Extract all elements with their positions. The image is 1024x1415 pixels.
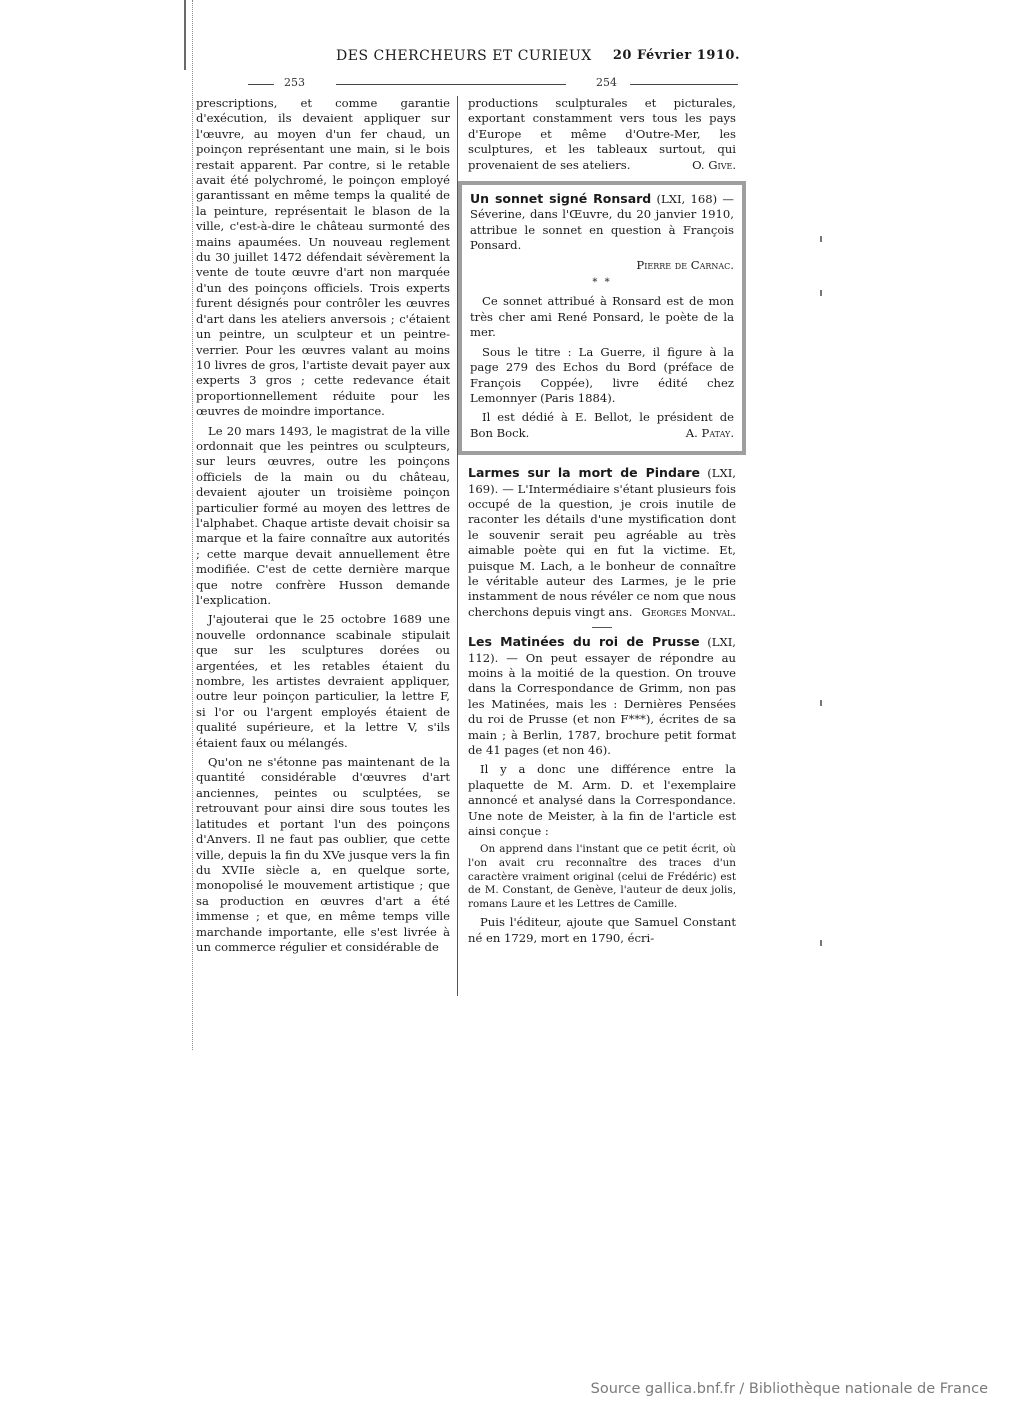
paragraph: J'ajouterai que le 25 octobre 1689 une nouvelle ordonnance scabinale stipulait que sur les sculptures dorées ou argentées, et les retables étaient du nombre, les artistes devraient appliquer, outre leur poinçon particulier, la lettre F, si l'or ou l'argent employés étaient de qualité supérieure, et la lettre V, s'ils étaient faux ou mélangés. — [196, 612, 450, 750]
margin-mark — [820, 940, 822, 946]
margin-mark — [820, 290, 822, 296]
entry-heading: Un sonnet signé Ronsard — [470, 191, 652, 207]
highlighted-entry-ronsard — [458, 181, 746, 455]
paragraph: Ce sonnet attribué à Ronsard est de mon très cher ami René Ponsard, le poète de la mer. — [470, 294, 734, 340]
page-number-right: 254 — [596, 76, 617, 89]
binding-margin — [176, 0, 193, 1050]
journal-title: DES CHERCHEURS ET CURIEUX — [336, 48, 592, 64]
entry-text: (LXI, 112). — On peut essayer de répondre au moins à la moitié de la question. On trouve dans la Correspondance de Grimm, non pas les Matinées, mais les : Dernières Pensées du roi de Prusse (et non F***), écrites de sa main ; à Berlin, 1787, brochure petit format de 41 pages (et non 46). — [468, 635, 736, 758]
entry-heading: Larmes sur la mort de Pindare — [468, 465, 700, 481]
signature: Georges Monval. — [641, 604, 736, 619]
paragraph: prescriptions, et comme garantie d'exécution, ils devaient appliquer sur l'œuvre, au moyen d'un fer chaud, un poinçon représentant une main, si le bois restait apparent. Par contre, si le retable avait été polychromé, le poinçon employé garantissant en même temps la qualité de la peinture, représentait le blason de la ville, c'est-à-dire le château surmonté des mains apaumées. Un nouveau reglement du 30 juillet 1472 défendait sévèrement la vente de toute œuvre d'art non marquée d'un des poinçons officiels. Trois experts furent désignés pour contrôler les œuvres d'art dans les ateliers anversois ; c'étaient un peintre, un sculpteur et un peintre-verrier. Pour les œuvres valant au moins 10 livres de gros, l'artiste devait payer aux experts 3 gros ; cette redevance était proportionnellement réduite pour les œuvres de moindre importance. — [196, 96, 450, 419]
entry-text: (LXI, 169). — L'Intermédiaire s'étant plusieurs fois occupé de la question, je crois inutile de raconter les détails d'une mystification dont le souvenir serait peu agréable au très aimable poète qui en fut la victime. Et, puisque M. Lach, a le bonheur de connaître le véritable auteur des Larmes, je le prie instamment de nous révéler ce nom que nous cherchons depuis vingt ans. — [468, 466, 736, 619]
margin-mark — [820, 236, 822, 242]
entry-intro — [470, 191, 734, 254]
paragraph: Puis l'éditeur, ajoute que Samuel Constant né en 1729, mort en 1790, écri- — [468, 915, 736, 945]
quoted-note: On apprend dans l'instant que ce petit écrit, où l'on avait cru reconnaître des traces d'un caractère vraiment original (celui de Frédéric) est de M. Constant, de Genève, l'auteur de deux jolis, romans Laure et les Lettres de Camille. — [468, 843, 736, 910]
header-rule-left-b — [336, 84, 566, 85]
running-head — [336, 48, 740, 70]
entry-pindare — [468, 465, 736, 620]
continuation-text: productions sculpturales et picturales, exportant constamment vers tous les pays d'Europe et même d'Outre-Mer, les sculptures, et les tableaux surtout, qui provenaient de ses ateliers. — [468, 96, 736, 172]
paragraph: Sous le titre : La Guerre, il figure à la page 279 des Echos du Bord (préface de François Coppée), livre édité chez Lemonnyer (Paris 1884). — [470, 344, 734, 405]
page-number-left: 253 — [284, 76, 305, 89]
source-footer: Source gallica.bnf.fr / Bibliothèque nationale de France — [590, 1381, 988, 1397]
paragraph-text: Il est dédié à E. Bellot, le président de Bon Bock. — [470, 410, 734, 440]
paragraph: Qu'on ne s'étonne pas maintenant de la quantité considérable d'œuvres d'art anciennes, peintes ou sculptées, se retrouvant pour ainsi dire sous toutes les latitudes et portant l'un des poinçons d'Anvers. Il ne faut pas oublier, que cette ville, depuis la fin du XVe jusque vers la fin du XVIIe siècle a, en quelque sorte, monopolisé le mouvement artistique ; que sa production en œuvres d'art a été immense ; et que, en même temps ville marchande importante, elle s'est livrée à un commerce régulier et considérable de — [196, 755, 450, 954]
header-rule-right — [630, 84, 738, 85]
right-column — [468, 96, 736, 950]
paragraph: Il y a donc une différence entre la plaquette de M. Arm. D. et l'exemplaire annoncé et analysé dans la Correspondance. Une note de Meister, à la fin de l'article est ainsi conçue : — [468, 762, 736, 839]
entry-prusse — [468, 634, 736, 758]
entry-heading: Les Matinées du roi de Prusse — [468, 634, 700, 650]
separator: * * — [592, 277, 612, 289]
header-rule-left-a — [248, 84, 274, 85]
margin-mark — [820, 700, 822, 706]
entry-divider — [592, 627, 612, 628]
signature: A. Patay. — [685, 425, 734, 440]
entry-reference: (LXI, 168) — Séverine, dans l'Œuvre, du 20 janvier 1910, attribue le sonnet en question à François Ponsard. — [470, 192, 734, 253]
issue-date: 20 Février 1910. — [612, 48, 740, 63]
paragraph — [470, 410, 734, 441]
continuation-paragraph — [468, 96, 736, 173]
signature: O. Give. — [692, 157, 736, 172]
left-column — [196, 96, 450, 959]
query-signature: Pierre de Carnac. — [636, 257, 734, 272]
paragraph: Le 20 mars 1493, le magistrat de la ville ordonnait que les peintres ou sculpteurs, sur leurs œuvres, outre les poinçons officiels de la main ou du château, devaient ajouter un troisième poinçon particulier formé au moyen des lettres de l'alphabet. Chaque artiste devait choisir sa marque et la faire connaître aux autorités ; cette marque devait annuellement être modifiée. C'est de cette dernière marque que notre confrère Husson demande l'explication. — [196, 423, 450, 607]
